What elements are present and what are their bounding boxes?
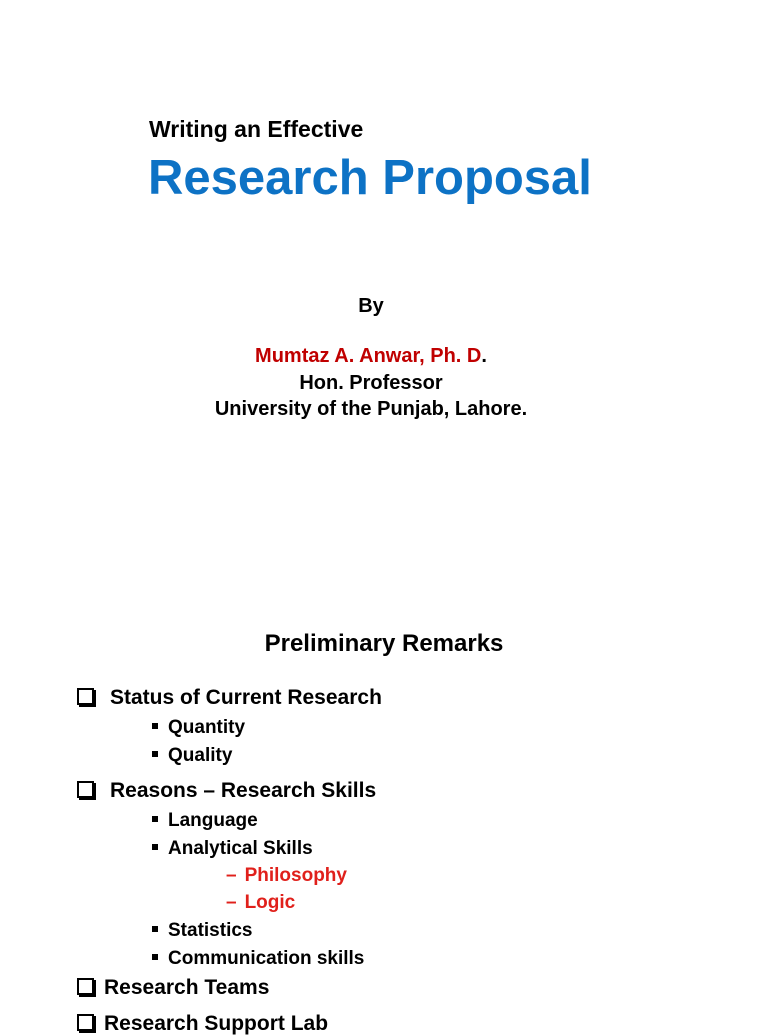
list-item	[152, 948, 364, 970]
square-bullet-icon	[152, 954, 158, 960]
list-item-label: Research Teams	[104, 976, 270, 999]
author-role: Hon. Professor	[299, 372, 443, 394]
list-item	[77, 976, 269, 1000]
list-item	[226, 892, 295, 914]
list-item-label: Status of Current Research	[110, 686, 382, 709]
dash-bullet-icon: –	[226, 865, 237, 886]
list-item	[152, 838, 313, 860]
list-item-label: Communication skills	[168, 948, 365, 969]
square-bullet-icon	[152, 844, 158, 850]
square-bullet-icon	[152, 751, 158, 757]
list-item-label: Quantity	[168, 717, 246, 738]
list-item-label: Analytical Skills	[168, 838, 313, 859]
author-suffix: .	[481, 345, 487, 367]
list-item-label: Philosophy	[244, 865, 347, 886]
dash-bullet-icon: –	[226, 892, 237, 913]
square-bullet-icon	[152, 816, 158, 822]
square-bullet-icon	[152, 926, 158, 932]
list-item-label: Language	[168, 810, 258, 831]
list-item	[152, 717, 245, 739]
list-item-label: Quality	[168, 745, 233, 766]
checkbox-bullet-icon	[77, 978, 94, 995]
slide-title: Research Proposal	[148, 151, 592, 205]
author-line	[0, 345, 742, 368]
list-item	[77, 1012, 328, 1036]
author-name: Mumtaz A. Anwar, Ph. D	[255, 345, 482, 367]
checkbox-bullet-icon	[77, 1014, 94, 1031]
by-label: By	[358, 295, 384, 317]
list-item	[77, 686, 382, 710]
list-item	[152, 745, 232, 767]
list-item-label: Reasons – Research Skills	[110, 779, 377, 802]
square-bullet-icon	[152, 723, 158, 729]
author-affiliation: University of the Punjab, Lahore.	[214, 398, 528, 420]
list-item-label: Logic	[244, 892, 296, 913]
list-item	[77, 779, 376, 803]
checkbox-bullet-icon	[77, 688, 94, 705]
list-item	[152, 810, 258, 832]
checkbox-bullet-icon	[77, 781, 94, 798]
list-item-label: Research Support Lab	[104, 1012, 329, 1035]
list-item-label: Statistics	[168, 920, 253, 941]
list-item	[152, 920, 252, 942]
slide-subtitle: Writing an Effective	[149, 116, 364, 142]
section-heading: Preliminary Remarks	[264, 630, 504, 657]
list-item	[226, 865, 347, 887]
